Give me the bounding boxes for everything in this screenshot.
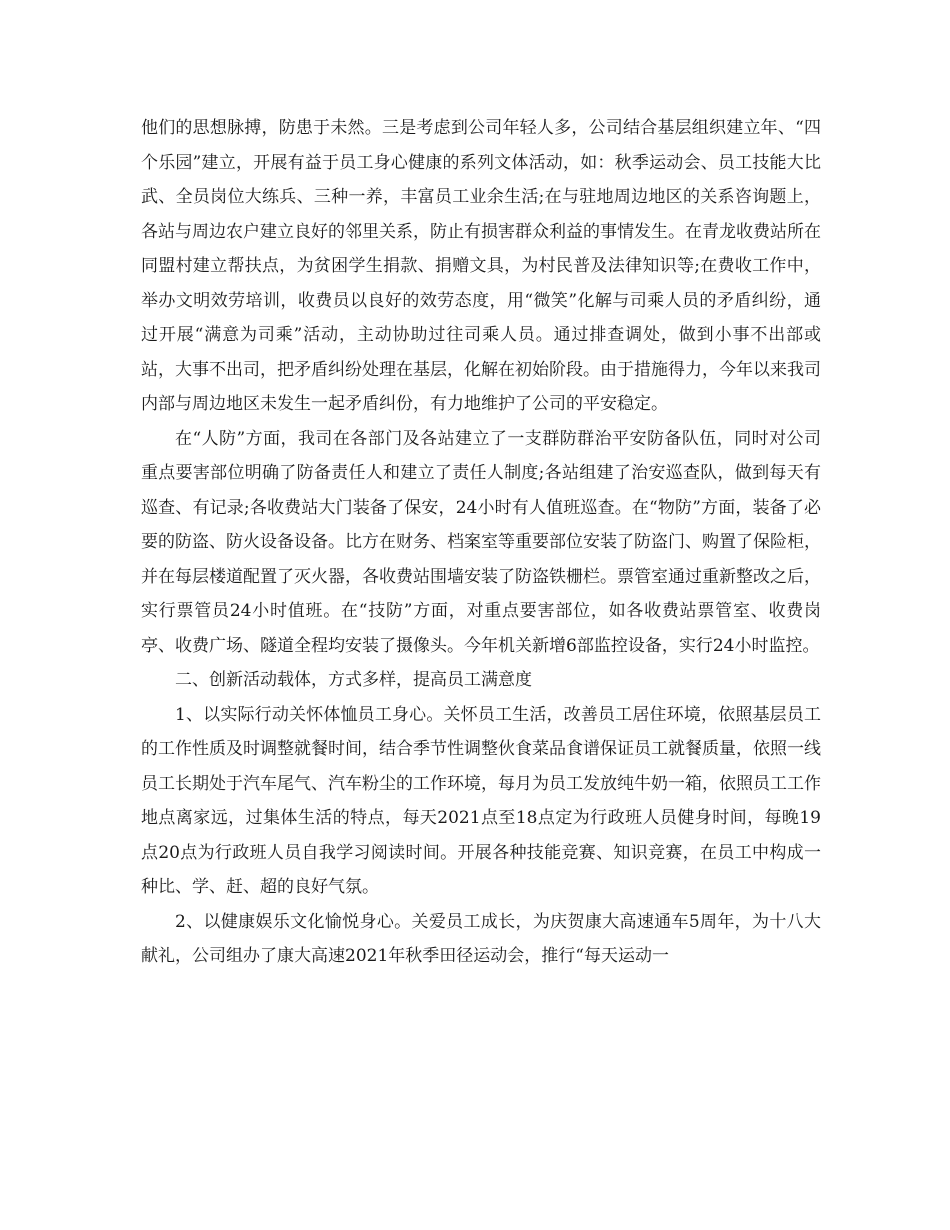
paragraph-item-1: 1、以实际行动关怀体恤员工身心。关怀员工生活，改善员工居住环境，依照基层员工的工作性质及时调整就餐时间，结合季节性调整伙食菜品食谱保证员工就餐质量，依照一线员工长期处于汽车尾气、汽车粉尘的工作环境，每月为员工发放纯牛奶一箱，依照员工工作地点离家远，过集体生活的特点，每天2021点至18点定为行政班人员健身时间，每晚19点20点为行政班人员自我学习阅读时间。开展各种技能竞赛、知识竞赛，在员工中构成一种比、学、赶、超的良好气氛。 [141,704,821,897]
paragraph-item-2: 2、以健康娱乐文化愉悦身心。关爱员工成长，为庆贺康大高速通车5周年，为十八大献礼，公司组办了康大高速2021年秋季田径运动会，推行“每天运动一 [141,911,821,966]
document-body [141,111,821,974]
section-heading: 二、创新活动载体，方式多样，提高员工满意度 [175,670,532,690]
paragraph-security-measures: 在“人防”方面，我司在各部门及各站建立了一支群防群治平安防备队伍，同时对公司重点要害部位明确了防备责任人和建立了责任人制度;各站组建了治安巡查队，做到每天有巡查、有记录;各收费站大门装备了保安，24小时有人值班巡查。在“物防”方面，装备了必要的防盗、防火设备设备。比方在财务、档案室等重要部位安装了防盗门、购置了保险柜，并在每层楼道配置了灭火器，各收费站围墙安装了防盗铁栅栏。票管室通过重新整改之后，实行票管员24小时值班。在“技防”方面，对重点要害部位，如各收费站票管室、收费岗亭、收费广场、隧道全程均安装了摄像头。今年机关新增6部监控设备，实行24小时监控。 [141,428,821,656]
paragraph-continuation: 他们的思想脉搏，防患于未然。三是考虑到公司年轻人多，公司结合基层组织建立年、“四个乐园”建立，开展有益于员工身心健康的系列文体活动，如：秋季运动会、员工技能大比武、全员岗位大练兵、三种一养，丰富员工业余生活;在与驻地周边地区的关系咨询题上，各站与周边农户建立良好的邻里关系，防止有损害群众利益的事情发生。在青龙收费站所在同盟村建立帮扶点，为贫困学生捐款、捐赠文具，为村民普及法律知识等;在费收工作中，举办文明效劳培训，收费员以良好的效劳态度，用“微笑”化解与司乘人员的矛盾纠纷，通过开展“满意为司乘”活动，主动协助过往司乘人员。通过排查调处，做到小事不出部或站，大事不出司，把矛盾纠纷处理在基层，化解在初始阶段。由于措施得力，今年以来我司内部与周边地区未发生一起矛盾纠份，有力地维护了公司的平安稳定。 [141,118,821,414]
